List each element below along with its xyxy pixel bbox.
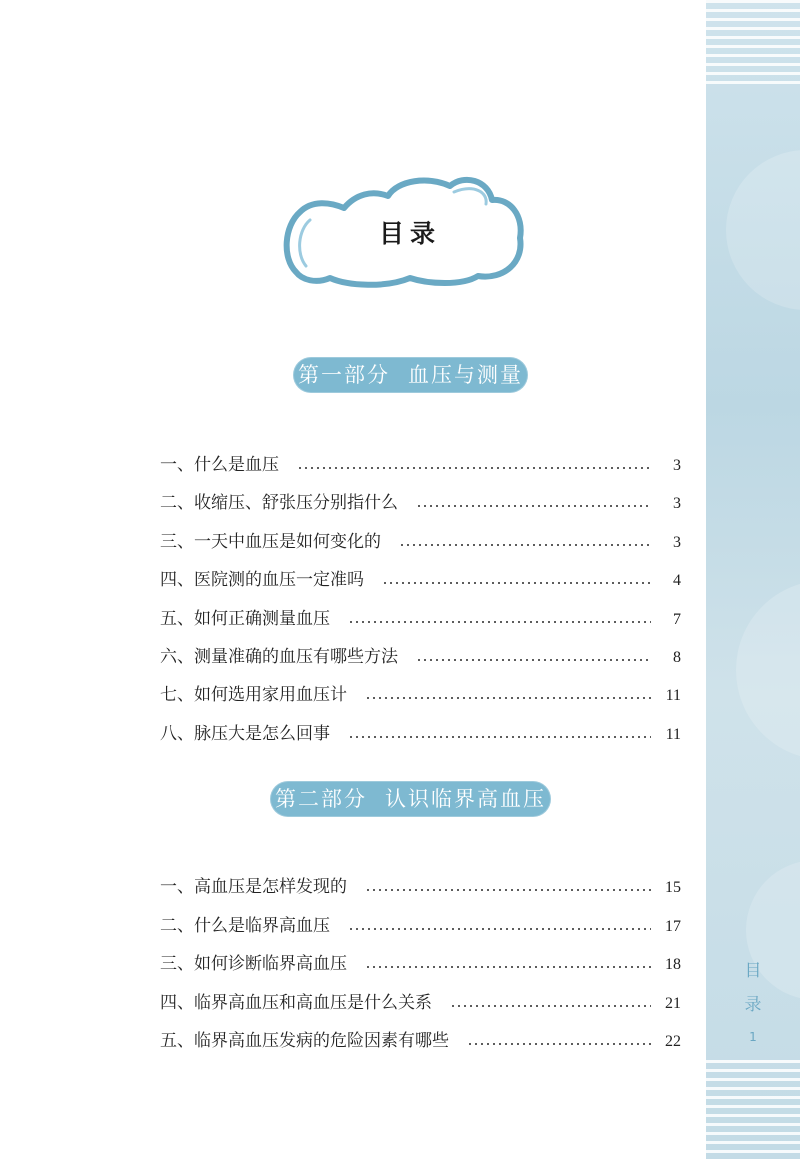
toc-entry-text: 四、医院测的血压一定准吗	[160, 570, 364, 590]
toc-entry-text: 二、收缩压、舒张压分别指什么	[160, 493, 398, 513]
toc-entry[interactable]	[160, 679, 681, 705]
toc-entry-text: 六、测量准确的血压有哪些方法	[160, 647, 398, 667]
toc-entry-text: 四、临界高血压和高血压是什么关系	[160, 993, 432, 1013]
toc-entry-text: 一、什么是血压	[160, 455, 279, 475]
toc-entry-text: 七、如何选用家用血压计	[160, 685, 347, 705]
toc-entry[interactable]	[160, 871, 681, 897]
toc-title: 目录	[378, 219, 441, 248]
toc-entry[interactable]	[160, 987, 681, 1013]
part-1-label: 第一部分	[298, 363, 390, 387]
toc-entry-page: 11	[665, 687, 681, 704]
toc-leader-dots	[297, 467, 651, 469]
toc-entry-page: 3	[673, 495, 681, 512]
toc-entry-page: 17	[665, 918, 681, 935]
toc-entry[interactable]	[160, 487, 681, 513]
toc-entry-page: 3	[673, 457, 681, 474]
toc-leader-dots	[416, 659, 651, 661]
toc-leader-dots	[450, 1005, 651, 1007]
toc-entry[interactable]	[160, 564, 681, 590]
toc-entry[interactable]	[160, 449, 681, 475]
toc-leader-dots	[348, 621, 651, 623]
toc-entry[interactable]	[160, 910, 681, 936]
toc-leader-dots	[348, 736, 651, 738]
side-page-number: 1	[749, 1030, 757, 1044]
side-label-top: 目	[744, 961, 762, 981]
toc-entry[interactable]	[160, 1025, 681, 1051]
part-2-label: 第二部分	[275, 787, 367, 811]
side-stripes-bottom	[706, 1060, 800, 1159]
toc-entry-page: 7	[673, 611, 681, 628]
toc-entry-page: 22	[665, 1033, 681, 1050]
side-stripes-top	[706, 0, 800, 95]
toc-entry[interactable]	[160, 948, 681, 974]
part-1-title: 血压与测量	[408, 363, 523, 387]
toc-entry-text: 五、如何正确测量血压	[160, 609, 330, 629]
toc-entry[interactable]	[160, 641, 681, 667]
side-circle-decoration	[736, 580, 800, 760]
toc-leader-dots	[382, 582, 651, 584]
toc-entry-text: 五、临界高血压发病的危险因素有哪些	[160, 1031, 449, 1051]
toc-leader-dots	[365, 889, 651, 891]
part-1-header	[293, 357, 528, 393]
toc-entry-page: 18	[665, 956, 681, 973]
toc-leader-dots	[348, 928, 651, 930]
toc-entry-page: 3	[673, 534, 681, 551]
toc-entry-text: 三、如何诊断临界高血压	[160, 954, 347, 974]
toc-entry-page: 21	[665, 995, 681, 1012]
toc-entry-text: 一、高血压是怎样发现的	[160, 877, 347, 897]
toc-leader-dots	[467, 1043, 651, 1045]
toc-entry-text: 二、什么是临界高血压	[160, 916, 330, 936]
toc-leader-dots	[365, 966, 651, 968]
toc-entry[interactable]	[160, 603, 681, 629]
side-decorative-band	[706, 0, 800, 1159]
toc-leader-dots	[416, 505, 651, 507]
toc-entry-page: 11	[665, 726, 681, 743]
toc-entry-page: 15	[665, 879, 681, 896]
part-2-title: 认识临界高血压	[385, 787, 546, 811]
toc-entry-page: 8	[673, 649, 681, 666]
part-2-header	[270, 781, 551, 817]
toc-leader-dots	[399, 544, 651, 546]
toc-entry-page: 4	[673, 572, 681, 589]
toc-entry-text: 八、脉压大是怎么回事	[160, 724, 330, 744]
toc-leader-dots	[365, 697, 651, 699]
side-label-bottom: 录	[744, 995, 762, 1015]
toc-entry-text: 三、一天中血压是如何变化的	[160, 532, 381, 552]
side-circle-decoration	[726, 150, 800, 310]
toc-entry[interactable]	[160, 526, 681, 552]
toc-entry[interactable]	[160, 718, 681, 744]
